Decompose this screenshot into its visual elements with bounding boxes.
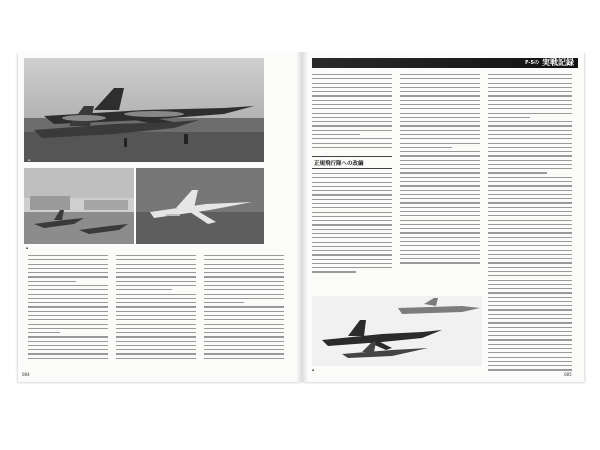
photo-caption-right: ▪ — [312, 368, 315, 372]
photo-formation-flight — [312, 296, 482, 366]
section-heading-rule-bottom — [312, 168, 392, 169]
left-text-col-1 — [28, 255, 108, 375]
left-page — [18, 52, 302, 382]
photo-aircraft-flight — [136, 168, 264, 244]
spine-gutter — [296, 52, 308, 382]
right-text-col-3 — [488, 74, 572, 374]
right-text-col-1-bottom — [312, 173, 392, 293]
right-page — [302, 52, 584, 382]
running-header-series: F-5の — [525, 60, 539, 66]
running-header-main: 実戦記録 — [542, 58, 574, 67]
left-text-col-3 — [204, 255, 284, 375]
running-header-title — [525, 58, 574, 68]
right-text-col-1-top — [312, 74, 392, 154]
running-header-banner — [312, 58, 578, 68]
right-text-col-2 — [400, 74, 480, 294]
photo-hangar-area — [24, 168, 134, 244]
photo-aircraft-lineup — [24, 58, 264, 162]
right-page-number: 085 — [564, 372, 572, 377]
photo-caption: ▪ — [28, 158, 31, 162]
section-heading: 正規飛行隊への改編 — [314, 161, 364, 167]
section-heading-rule — [312, 156, 392, 157]
left-text-col-2 — [116, 255, 196, 375]
photo-caption-left: ▪ — [26, 246, 29, 250]
left-page-number: 084 — [22, 372, 30, 377]
